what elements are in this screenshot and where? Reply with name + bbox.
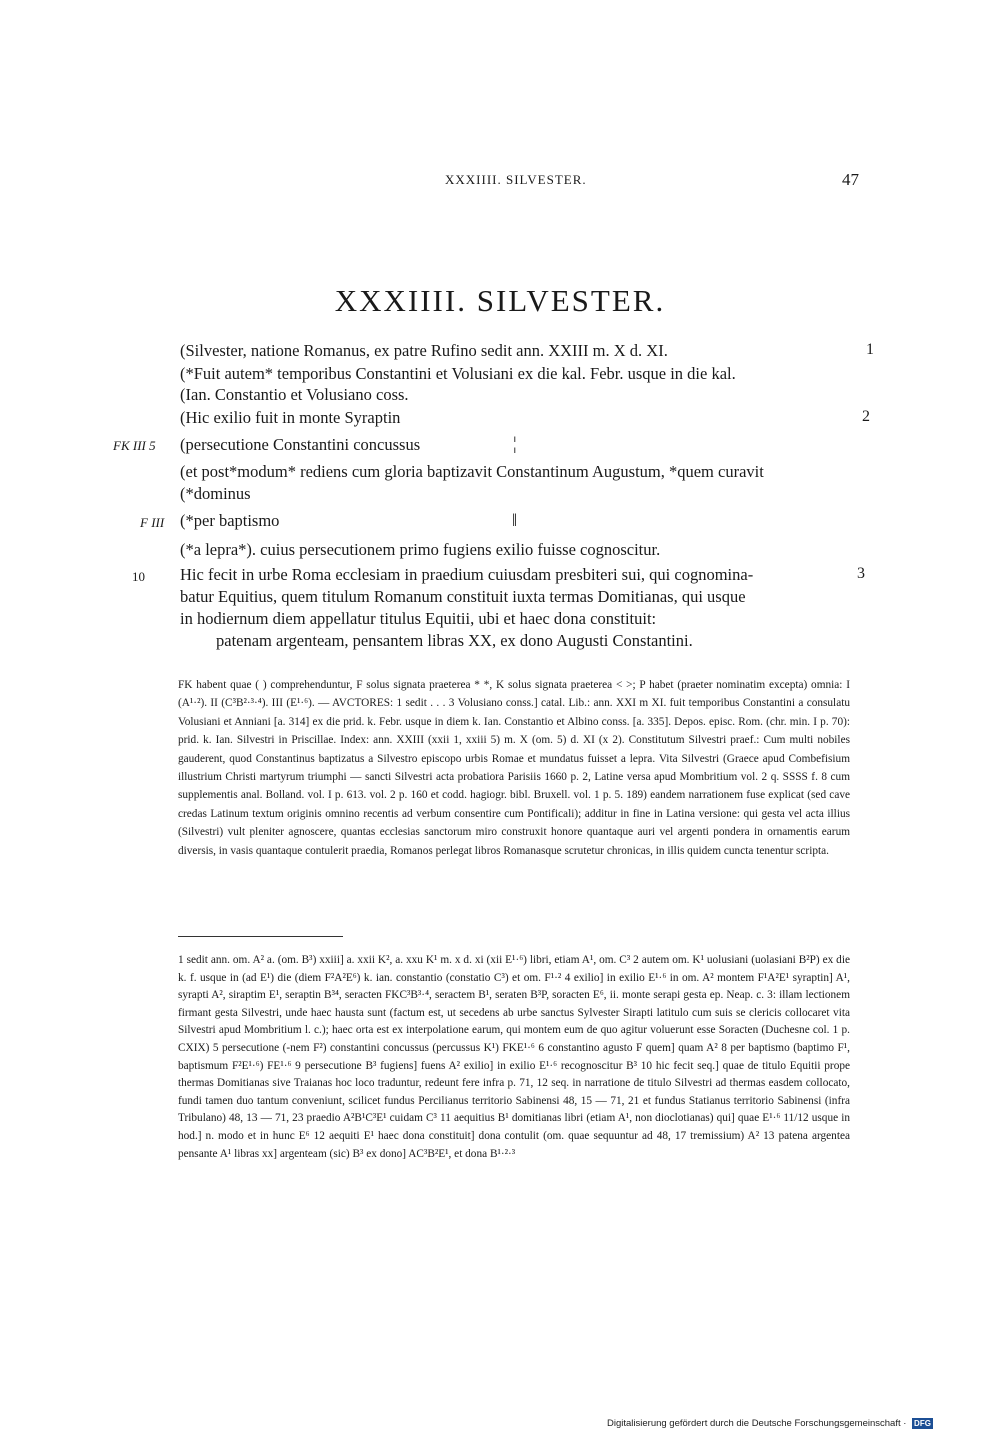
dfg-logo: DFG — [914, 1419, 931, 1428]
page-number: 47 — [842, 170, 859, 189]
text-line: (*a lepra*). cuius persecutionem primo fugiens exilio fuisse cognoscitur. — [180, 540, 661, 559]
text-line: in hodiernum diem appellatur titulus Equitii, ubi et haec dona constituit: — [180, 609, 657, 628]
text-line: (*dominus — [180, 484, 251, 503]
margin-note: F III — [140, 515, 165, 530]
text-line: (Hic exilio fuit in monte Syraptin — [180, 408, 401, 427]
apparatus-sources: FK habent quae ( ) comprehenduntur, F solus signata praeterea * *, K solus signata praeterea < >; P habet (praeter nominatim excepta) omnia: I (A¹·²). II (C³B²·³·⁴). III (E¹·⁶). — AVCTORES: 1 sedit . . . 3 Volusiano conss.] catal. Lib.: ann. XXI m XI. fuit temporibus Constantini a consulatu Volusiani et Anniani [a. 314] ex die prid. k. Febr. usque in diem k. Ian. Constantio et Albino conss. [a. 335]. Depos. episc. Rom. (chr. min. I p. 70): prid. k. Ian. Silvestri in Priscillae. Index: ann. XXIII (xxii 1, xxiii 5) m. X (om. 5) d. XI (x 2). Constitutum Silvestri praef.: Cum multi nobiles gauderent, quod Constantinus baptizatus a Silvestro episcopo urbis Romae et mundatus fuisset a lepra. Vita Silvestri (Graece apud Combefisium illustrium Christi martyrum triumphi — sancti Silvestri acta probatiora Parisiis 1660 p. 2, Latine versa apud Mombritium vol. 2 q. SSSS f. 8 cum supplementis anal. Bolland. vol. I p. 613. vol. 2 p. 160 et codd. hagiogr. bibl. Bruxell. vol. 1 p. 5. 189) eandem narrationem fuse explicat (sed cave credas Latinum textum originis omnino recentis ad verbum consentire cum Pontificali); additur in fine in Latina versione: qui gesta vel acta illius (Silvestri) vult pleniter agnoscere, quantas ecclesias sanctorum miro construxit honore quantaque auri vel argenti pondera in ornamentis earum diversis, in vasis quantaque contulerit praedia, Romanos perlegat libros Romanasque scrutetur chronicas, in illis quidem cuncta tenentur scripta. — [178, 679, 850, 857]
text-line: (*per baptismo — [180, 511, 280, 530]
running-head: XXXIIII. SILVESTER. — [445, 172, 587, 187]
text-line: patenam argenteam, pensantem libras XX, ex dono Augusti Constantini. — [216, 631, 693, 650]
line-number: 10 — [132, 569, 145, 584]
digitization-credit — [607, 1418, 933, 1429]
text-line: batur Equitius, quem titulum Romanum constituit iuxta termas Domitianas, qui usque — [180, 587, 746, 606]
text-line: Hic fecit in urbe Roma ecclesiam in praedium cuiusdam presbiteri sui, qui cognomina- — [180, 565, 754, 584]
section-number: 2 — [862, 408, 870, 425]
text-line: (Silvester, natione Romanus, ex patre Rufino sedit ann. XXIII m. X d. XI. — [180, 341, 668, 360]
apparatus-variants: 1 sedit ann. om. A² a. (om. B³) xxiii] a. xxii K², a. xxu K¹ m. x d. xi (xii E¹·⁶) libri, etiam A¹, om. C³ 2 autem om. K¹ uolusiani (uolasiani B²P) ex die k. f. usque in (ad E¹) die (diem F²A²E⁶) k. ian. constantio (constatio C³) et om. F¹·² 4 exilio] in exilio E¹·⁶ in om. A² montem F¹A²E¹ syraptin] A¹, syrapti A², siraptim E¹, seraptin B³⁴, seracten FKC³B³·⁴, seractem B¹, seraten B³P, soracten E⁶, ii. monte serapi gesta ep. Neap. c. 3: illam lectionem firmant gesta Silvestri, unde haec hausta sunt (factum est, ut secedens ab urbe sanctus Sylvester Sirapti latitulo cum suis se clericis collocaret vita Silvestri apud Mombritium l. c.); haec orta est ex interpolatione earum, qui montem eum de quo agitur voluerunt esse Soracten (Duchesne col. 1 p. CXIX) 5 persecutione (-nem F²) constantini concussus (percussus K¹) FKE¹·⁶ 6 constantino agusto F quem] quam A² 8 per baptismo (baptimo F¹, baptismum F²E¹·⁶) FE¹·⁶ 9 persecutione B³ fugiens] fuens A² exilio] in exilio E¹·⁶ recognoscitur B³ 10 hic fecit seq.] quae de titulo Equitii prope thermas Domitianas sive Traianas hoc loco traduntur, redeunt fere infra p. 71, 12 seq. in narratione de titulo Silvestri ad thermas easdem collocato, fundi tamen duo tantum conveniunt, scilicet fundus Percilianus territorio Sabinensi 48, 15 — 71, 21 et fundus Statianus territorio Sabinensi (infra Tribulano) 48, 13 — 71, 23 praedio A²B¹C³E¹ cuidam C³ 11 aequitius B¹ domitianas libri (etiam A¹, non dioclotianas) qui] quae E¹·⁶ 11/12 usque in hod.] n. modo et in hunc E⁶ 12 aequiti E¹ haec dona constituit] dona contulit (om. quae sequuntur ad 48, 17 tremissium) A² 13 patena argentea pensante A¹ libras xx] argenteam (sic) B³ ex dono] AC³B²E¹, et dona B¹·²·³ — [178, 954, 850, 1160]
margin-note: FK III 5 — [113, 438, 156, 453]
chapter-title: XXXIIII. SILVESTER. — [334, 283, 666, 318]
credit-text: Digitalisierung gefördert durch die Deutsche Forschungsgemeinschaft · — [607, 1418, 907, 1430]
vertical-bar: ‖ — [512, 510, 518, 530]
section-number: 1 — [866, 341, 874, 358]
vertical-bar: ¦ — [513, 433, 517, 453]
text-line: (et post*modum* rediens cum gloria baptizavit Constantinum Augustum, *quem curavit — [180, 462, 764, 481]
separator-rule — [178, 936, 343, 937]
text-line: (persecutione Constantini concussus — [180, 435, 421, 454]
text-line: (*Fuit autem* temporibus Constantini et Volusiani ex die kal. Febr. usque in die kal. — [180, 364, 736, 383]
section-number: 3 — [857, 565, 865, 582]
text-line: (Ian. Constantio et Volusiano coss. — [180, 385, 409, 404]
